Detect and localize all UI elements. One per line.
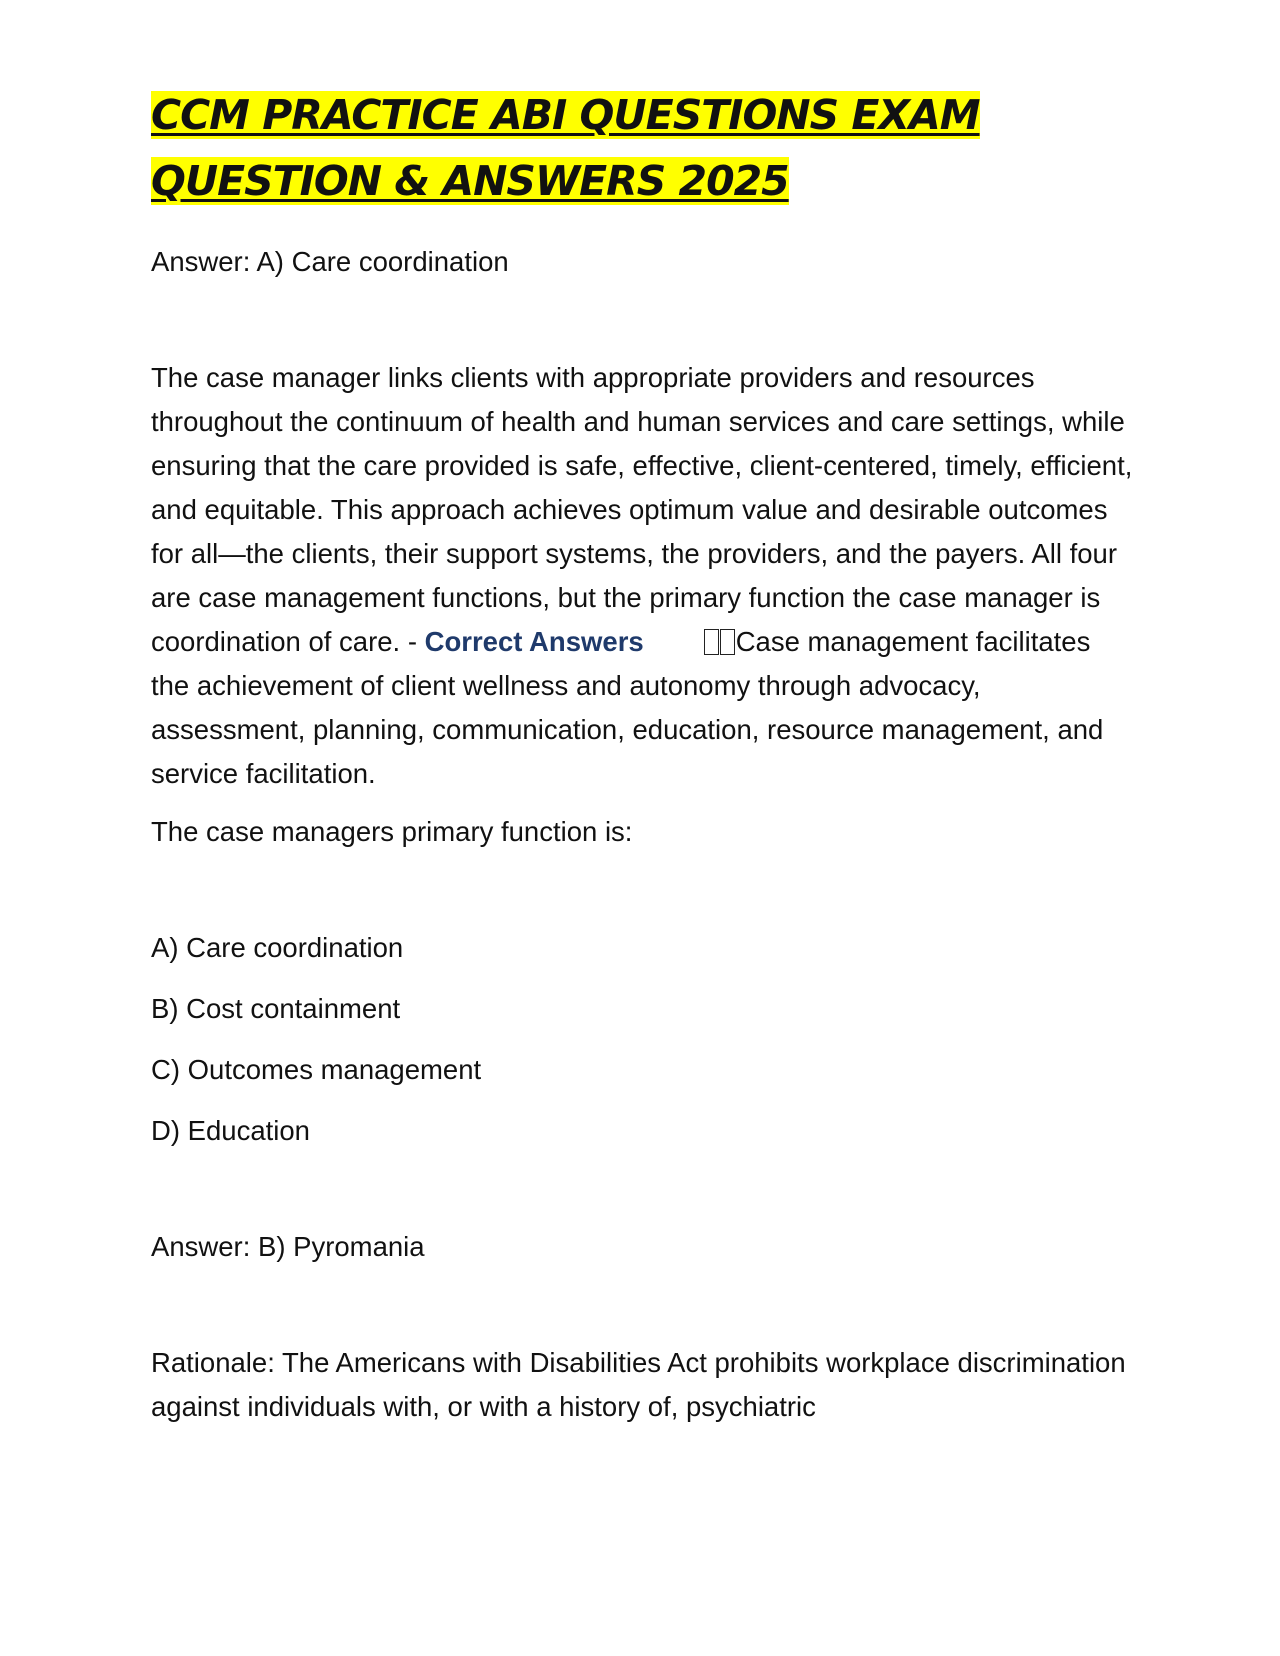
answer-2: Answer: B) Pyromania: [151, 1231, 425, 1262]
answer-1: Answer: A) Care coordination: [151, 246, 509, 277]
rationale-1-text: The case manager links clients with appropriate providers and resources throughout the continuum of health and human services and care settings, while ensuring that the care provided is safe, effective, client-centered, timely, efficient, and equitable. This approach achieves optimum value and desirable outcomes for all—the clients, their support systems, the providers, and the payers. All four are case management functions, but the primary function the case manager is coordination of care. -: [151, 362, 1133, 657]
correct-answers-label: Correct Answers: [424, 626, 644, 657]
option-b: B) Cost containment: [151, 993, 401, 1024]
document-page: [151, 82, 1136, 1429]
rationale-1-tail: Case management facilitates the achievement of client wellness and autonomy through advocacy, assessment, planning, communication, education, resource management, and service facilitation.: [151, 626, 1104, 789]
option-c: C) Outcomes management: [151, 1054, 482, 1085]
title-line-2: QUESTION & ANSWERS 2025: [151, 157, 789, 205]
rationale-1: [151, 356, 1136, 796]
document-title: [151, 82, 1136, 214]
title-line-1: CCM PRACTICE ABI QUESTIONS EXAM: [151, 91, 980, 139]
missing-glyph-icon: [720, 629, 735, 655]
option-d: D) Education: [151, 1115, 310, 1146]
rationale-2: Rationale: The Americans with Disabilities Act prohibits workplace discrimination against individuals with, or with a history of, psychiatric: [151, 1347, 1126, 1422]
option-a: A) Care coordination: [151, 932, 404, 963]
question-text: The case managers primary function is:: [151, 816, 633, 847]
missing-glyph-icon: [704, 629, 719, 655]
